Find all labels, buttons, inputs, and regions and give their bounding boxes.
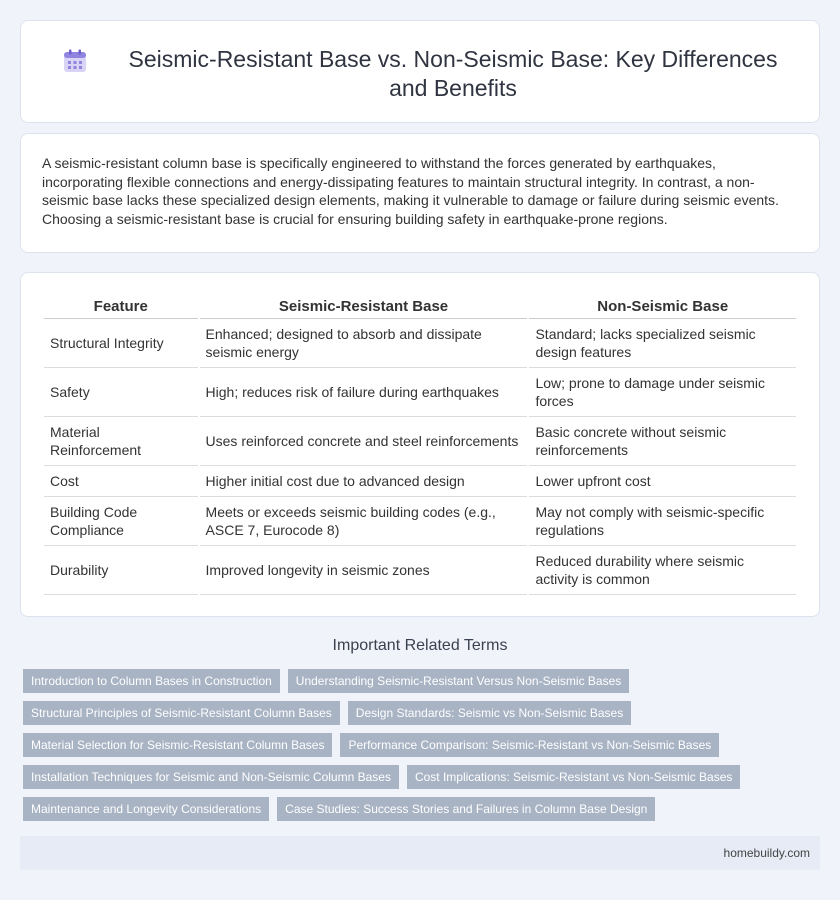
- table-row: [44, 466, 796, 497]
- seismic-cell: Improved longevity in seismic zones: [200, 546, 528, 595]
- related-term-link[interactable]: Material Selection for Seismic-Resistant Column Bases: [23, 733, 332, 757]
- seismic-cell: Higher initial cost due to advanced design: [200, 466, 528, 497]
- feature-cell: Cost: [44, 466, 198, 497]
- related-term-link[interactable]: Understanding Seismic-Resistant Versus Non-Seismic Bases: [288, 669, 629, 693]
- table-header-row: [44, 295, 796, 319]
- header-feature: Feature: [44, 295, 198, 319]
- related-term-link[interactable]: Introduction to Column Bases in Construction: [23, 669, 280, 693]
- non-seismic-cell: Reduced durability where seismic activity is common: [529, 546, 796, 595]
- header-card: [20, 20, 820, 123]
- feature-cell: Building Code Compliance: [44, 497, 198, 546]
- table-row: [44, 417, 796, 466]
- related-term-link[interactable]: Case Studies: Success Stories and Failures in Column Base Design: [277, 797, 655, 821]
- table-row: [44, 546, 796, 595]
- comparison-table: [42, 295, 798, 595]
- feature-cell: Structural Integrity: [44, 319, 198, 368]
- footer: [20, 836, 820, 870]
- non-seismic-cell: May not comply with seismic-specific regulations: [529, 497, 796, 546]
- related-term-link[interactable]: Design Standards: Seismic vs Non-Seismic Bases: [348, 701, 631, 725]
- calendar-icon: [62, 48, 88, 74]
- table-row: [44, 319, 796, 368]
- non-seismic-cell: Low; prone to damage under seismic forces: [529, 368, 796, 417]
- feature-cell: Safety: [44, 368, 198, 417]
- related-term-link[interactable]: Cost Implications: Seismic-Resistant vs Non-Seismic Bases: [407, 765, 740, 789]
- feature-cell: Durability: [44, 546, 198, 595]
- feature-cell: Material Reinforcement: [44, 417, 198, 466]
- seismic-cell: Meets or exceeds seismic building codes (e.g., ASCE 7, Eurocode 8): [200, 497, 528, 546]
- related-term-link[interactable]: Performance Comparison: Seismic-Resistant vs Non-Seismic Bases: [340, 733, 719, 757]
- intro-paragraph: A seismic-resistant column base is specifically engineered to withstand the forces generated by earthquakes, incorporating flexible connections and energy-dissipating features to maintain structural integrity. In contrast, a non-seismic base lacks these specialized design elements, making it vulnerable to damage or failure during seismic events. Choosing a seismic-resistant base is crucial for ensuring building safety in earthquake-prone regions.: [42, 155, 779, 227]
- footer-site-link[interactable]: homebuildy.com: [723, 846, 810, 860]
- header-seismic-resistant: Seismic-Resistant Base: [200, 295, 528, 319]
- seismic-cell: Uses reinforced concrete and steel reinforcements: [200, 417, 528, 466]
- related-term-link[interactable]: Installation Techniques for Seismic and Non-Seismic Column Bases: [23, 765, 399, 789]
- non-seismic-cell: Standard; lacks specialized seismic design features: [529, 319, 796, 368]
- table-row: [44, 497, 796, 546]
- header: [61, 45, 799, 103]
- related-terms-title: Important Related Terms: [332, 637, 508, 654]
- related-term-link[interactable]: Structural Principles of Seismic-Resistant Column Bases: [23, 701, 340, 725]
- header-non-seismic: Non-Seismic Base: [529, 295, 796, 319]
- page-title: Seismic-Resistant Base vs. Non-Seismic Base: Key Differences and Benefits: [128, 46, 778, 101]
- table-row: [44, 368, 796, 417]
- seismic-cell: High; reduces risk of failure during earthquakes: [200, 368, 528, 417]
- non-seismic-cell: Basic concrete without seismic reinforcements: [529, 417, 796, 466]
- non-seismic-cell: Lower upfront cost: [529, 466, 796, 497]
- related-term-link[interactable]: Maintenance and Longevity Considerations: [23, 797, 269, 821]
- related-terms-list: [23, 669, 823, 821]
- comparison-table-card: [20, 272, 820, 617]
- intro-card: [20, 133, 820, 253]
- seismic-cell: Enhanced; designed to absorb and dissipate seismic energy: [200, 319, 528, 368]
